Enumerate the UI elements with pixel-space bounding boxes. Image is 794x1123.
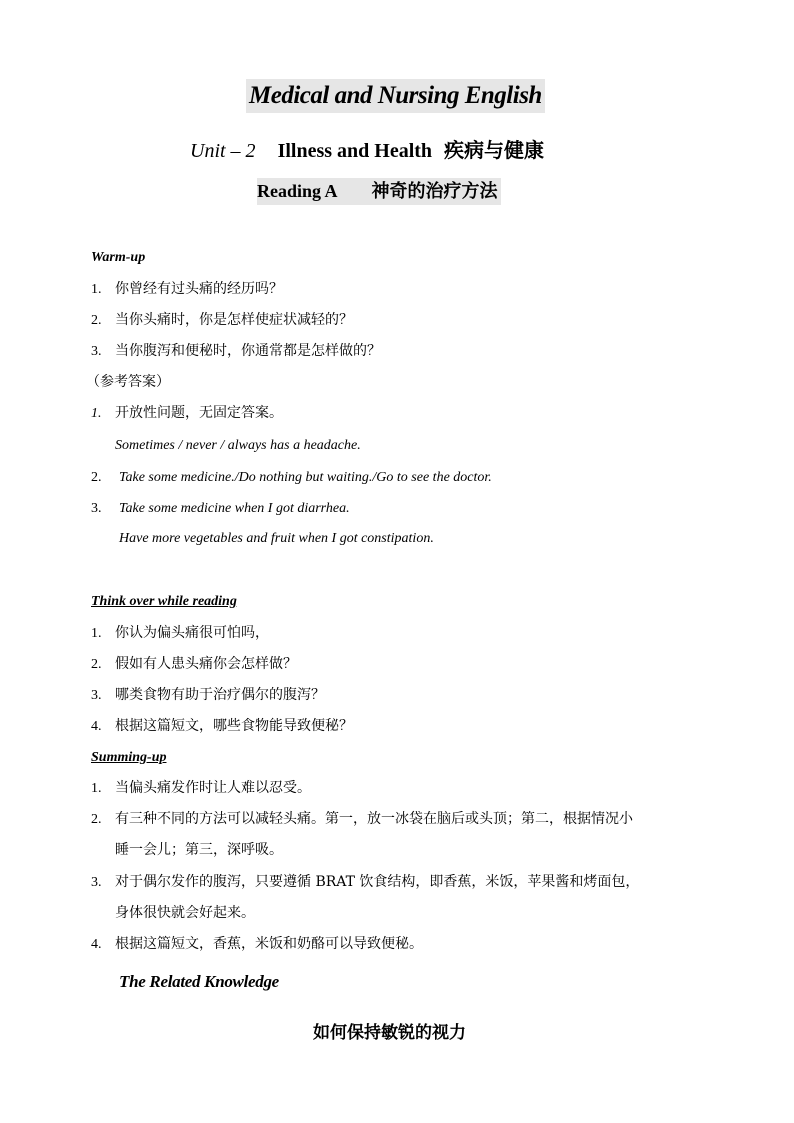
warmup-question-2: 2. 当你头痛时，你是怎样使症状减轻的？ [91,312,353,328]
answer-1: 1. 开放性问题，无固定答案。 [91,405,283,421]
reading-heading [257,178,501,205]
related-knowledge-heading: The Related Knowledge [119,972,279,991]
summing-up-item-3: 3. 对于偶尔发作的腹泻，只要遵循 BRAT 饮食结构，即香蕉，米饭，苹果酱和烤面包， [91,874,640,890]
think-over-question-2: 2. 假如有人患头痛你会怎样做？ [91,656,297,672]
warmup-question-1: 1. 你曾经有过头痛的经历吗？ [91,281,283,297]
unit-heading [190,136,544,164]
reading-title-cn: 神奇的治疗方法 [371,181,498,202]
unit-title-cn: 疾病与健康 [444,138,545,162]
summing-up-item-1: 1. 当偏头痛发作时让人难以忍受。 [91,780,311,796]
unit-number: Unit – 2 [190,140,256,162]
think-over-heading: Think over while reading [91,594,237,609]
summing-up-item-3-continued: 身体很快就会好起来。 [115,905,255,921]
summing-up-item-4: 4. 根据这篇短文，香蕉，米饭和奶酪可以导致便秘。 [91,936,423,952]
reading-title-en: Reading A [257,181,338,201]
related-knowledge-subtitle: 如何保持敏锐的视力 [313,1023,466,1043]
answer-label: （参考答案） [86,374,170,390]
unit-title-en: Illness and Health [277,140,433,162]
think-over-question-3: 3. 哪类食物有助于治疗偶尔的腹泻？ [91,687,325,703]
warmup-question-3: 3. 当你腹泻和便秘时，你通常都是怎样做的？ [91,343,381,359]
warmup-heading: Warm-up [91,250,146,265]
document-title: Medical and Nursing English [246,79,545,113]
think-over-question-4: 4. 根据这篇短文，哪些食物能导致便秘？ [91,718,353,734]
summing-up-heading: Summing-up [91,750,167,765]
answer-3-continued: Have more vegetables and fruit when I got constipation. [119,531,434,546]
summing-up-item-2-continued: 睡一会儿；第三，深呼吸。 [115,842,283,858]
answer-1-english: Sometimes / never / always has a headache. [115,438,361,453]
answer-2: 2. Take some medicine./Do nothing but waiting./Go to see the doctor. [91,470,492,485]
answer-3: 3. Take some medicine when I got diarrhea. [91,501,350,516]
summing-up-item-2: 2. 有三种不同的方法可以减轻头痛。第一，放一冰袋在脑后或头顶；第二，根据情况小 [91,811,633,827]
think-over-question-1: 1. 你认为偏头痛很可怕吗， [91,625,269,641]
